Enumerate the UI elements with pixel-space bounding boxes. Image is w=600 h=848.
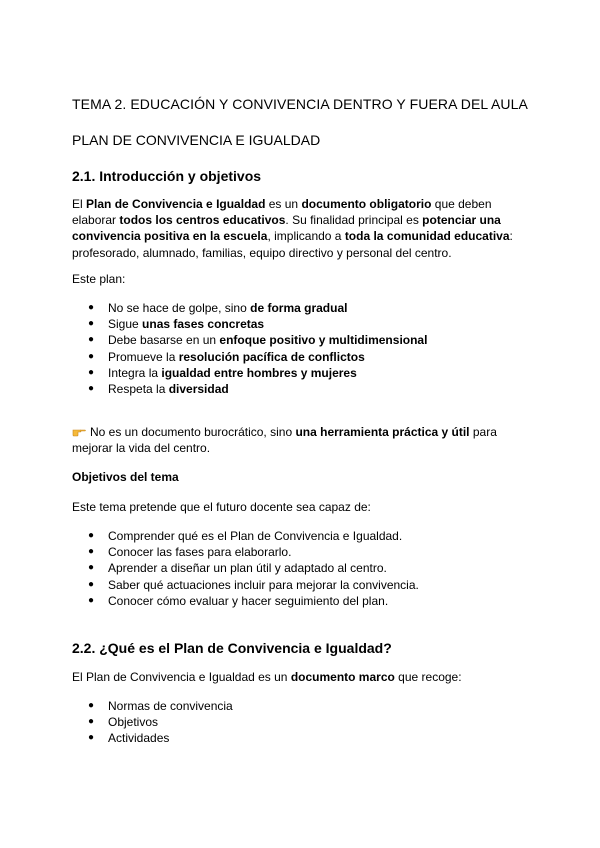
bullet-icon: ●	[88, 578, 95, 590]
list-item	[72, 544, 532, 560]
item-text: No se hace de golpe, sino	[108, 301, 251, 315]
item-text: Conocer las fases para elaborarlo.	[108, 545, 292, 560]
item-bold: igualdad entre hombres y mujeres	[161, 365, 357, 380]
bullet-icon: ●	[88, 732, 95, 744]
item-text: Aprender a diseñar un plan útil y adaptado al centro.	[108, 561, 387, 576]
item-text: Respeta la	[108, 382, 169, 397]
item-text: Objetivos	[108, 715, 159, 730]
item-text: Conocer cómo evaluar y hacer seguimiento del plan.	[108, 593, 389, 608]
list-item	[72, 349, 532, 365]
bold-text: una herramienta práctica y útil	[295, 425, 470, 439]
bullet-icon: ●	[88, 716, 95, 728]
bullet-icon: ●	[88, 700, 95, 711]
list-item	[72, 365, 532, 381]
item-text: Sigue	[108, 317, 143, 332]
item-bold: enfoque positivo y multidimensional	[219, 333, 428, 348]
item-text: Promueve la	[108, 349, 179, 364]
text: es un	[265, 197, 302, 211]
que-paragraph	[72, 670, 462, 684]
plan-list	[72, 300, 532, 397]
text: . Su finalidad principal es	[285, 213, 423, 228]
plan-intro: Este plan:	[72, 272, 126, 286]
text: : profesorado, alumnado, familias, equipo directivo y personal del centro.	[72, 229, 513, 260]
document-subtitle: PLAN DE CONVIVENCIA E IGUALDAD	[72, 132, 321, 148]
list-item	[72, 316, 532, 332]
document-title: TEMA 2. EDUCACIÓN Y CONVIVENCIA DENTRO Y FUERA DEL AULA	[72, 96, 528, 112]
bullet-icon: ●	[88, 562, 95, 574]
list-item	[72, 714, 532, 730]
bullet-icon: ●	[88, 594, 95, 606]
text: para mejorar la vida del centro.	[72, 425, 497, 456]
list-item	[72, 528, 532, 544]
bullet-icon: ●	[88, 546, 95, 558]
text: , implicando a	[267, 229, 345, 244]
objectives-intro: Este tema pretende que el futuro docente sea capaz de:	[72, 500, 371, 514]
list-item	[72, 300, 532, 316]
bullet-icon: ●	[88, 366, 95, 378]
bullet-icon: ●	[88, 302, 95, 313]
item-text: Comprender qué es el Plan de Convivencia e Igualdad.	[108, 529, 403, 543]
bullet-icon: ●	[88, 334, 95, 346]
note-paragraph	[72, 424, 532, 456]
objectives-heading: Objetivos del tema	[72, 470, 179, 484]
item-bold: de forma gradual	[250, 301, 348, 315]
bullet-icon: ●	[88, 350, 95, 362]
item-text: Integra la	[108, 365, 162, 380]
text: El	[72, 197, 87, 211]
item-text: Normas de convivencia	[108, 699, 233, 713]
item-text: Saber qué actuaciones incluir para mejorar la convivencia.	[108, 577, 419, 592]
que-list	[72, 698, 532, 747]
bold-text: toda la comunidad educativa	[344, 229, 510, 244]
text: No es un documento burocrático, sino	[90, 425, 296, 439]
bullet-icon: ●	[88, 383, 95, 395]
list-item	[72, 332, 532, 348]
item-bold: diversidad	[168, 382, 229, 397]
bullet-icon: ●	[88, 530, 95, 541]
bullet-icon: ●	[88, 318, 95, 330]
intro-paragraph	[72, 196, 532, 261]
text: El Plan de Convivencia e Igualdad es un	[72, 670, 291, 684]
list-item	[72, 560, 532, 576]
item-text: Debe basarse en un	[108, 333, 220, 348]
item-bold: unas fases concretas	[142, 317, 265, 332]
objectives-list	[72, 528, 532, 609]
list-item	[72, 577, 532, 593]
list-item	[72, 698, 532, 714]
pointing-hand-icon	[72, 424, 86, 440]
bold-text: documento marco	[290, 670, 395, 684]
item-bold: resolución pacífica de conflictos	[178, 349, 365, 364]
section-heading-que: 2.2. ¿Qué es el Plan de Convivencia e Igualdad?	[72, 640, 392, 656]
list-item	[72, 730, 532, 746]
bold-text: potenciar una convivencia positiva en la escuela	[72, 213, 501, 244]
text: que recoge:	[394, 670, 462, 684]
list-item	[72, 593, 532, 609]
bold-text: documento obligatorio	[301, 197, 432, 211]
item-text: Actividades	[108, 731, 170, 746]
list-item	[72, 381, 532, 397]
section-heading-intro: 2.1. Introducción y objetivos	[72, 168, 262, 184]
bold-text: Plan de Convivencia e Igualdad	[86, 197, 266, 211]
bold-text: todos los centros educativos	[119, 213, 286, 228]
text: que deben elaborar	[72, 197, 492, 228]
